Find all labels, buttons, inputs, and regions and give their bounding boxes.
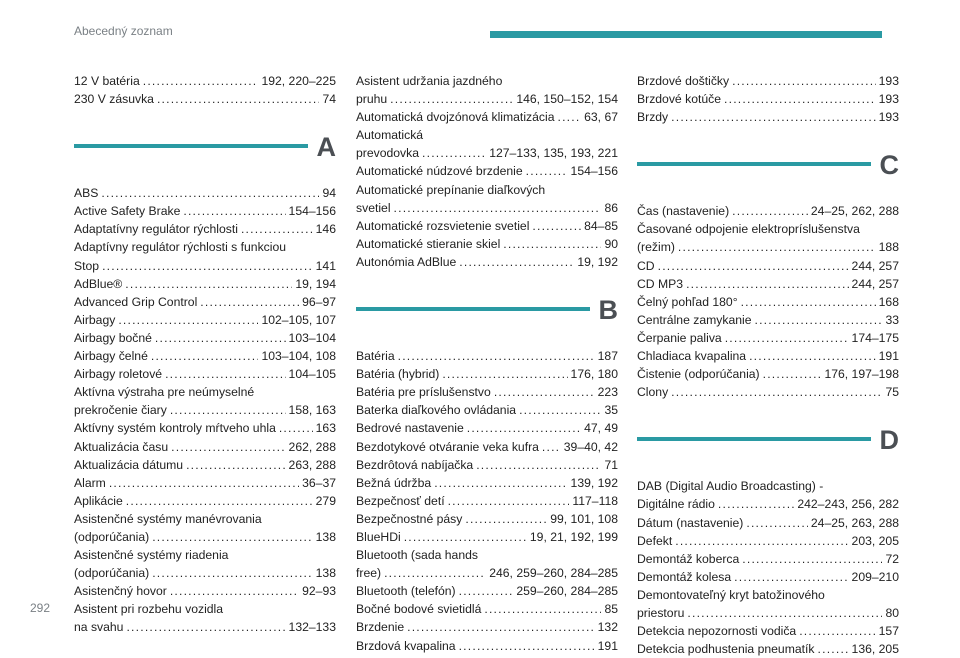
index-entry <box>74 600 336 636</box>
index-entry-term: Čerpanie paliva <box>637 330 722 345</box>
index-entry <box>356 235 618 253</box>
dot-leader <box>718 495 794 513</box>
index-entry-pages[interactable]: 193 <box>878 92 899 107</box>
index-entry-pages[interactable]: 262, 288 <box>288 439 336 454</box>
section-letter: C <box>879 150 899 181</box>
index-entry-pages[interactable]: 24–25, 262, 288 <box>810 204 899 219</box>
index-entry-pages[interactable]: 80 <box>885 605 899 620</box>
index-entry-term: Advanced Grip Control <box>74 294 198 309</box>
index-entry <box>74 474 336 492</box>
index-entry-pages[interactable]: 74 <box>322 92 336 107</box>
index-entry <box>637 383 899 401</box>
index-entry-term: Batéria <box>356 349 395 364</box>
index-entry-pages[interactable]: 63, 67 <box>584 110 618 125</box>
header-accent-bar <box>490 31 882 38</box>
dot-leader <box>459 637 595 655</box>
index-entry <box>356 72 618 108</box>
index-entry-pages[interactable]: 138 <box>315 529 336 544</box>
index-entry-pages[interactable]: 72 <box>885 551 899 566</box>
index-entry-pages[interactable]: 146 <box>315 222 336 237</box>
index-entry-line: Demontovateľný kryt batožinového <box>637 587 825 602</box>
index-entry-term: Digitálne rádio <box>637 497 715 512</box>
index-entry-pages[interactable]: 90 <box>604 236 618 251</box>
section-letter: A <box>316 132 336 163</box>
index-entry <box>356 582 618 600</box>
section-divider <box>356 289 618 347</box>
index-entry-pages[interactable]: 138 <box>315 566 336 581</box>
index-entry <box>74 546 336 582</box>
dot-leader <box>200 293 299 311</box>
index-entry-term: Active Safety Brake <box>74 204 181 219</box>
dot-leader <box>170 401 286 419</box>
index-entry-term: Aktívny systém kontroly mŕtveho uhla <box>74 421 276 436</box>
index-entry-line: Automatické prepínanie diaľkových <box>356 182 546 197</box>
dot-leader <box>118 311 258 329</box>
index-entry-term: Asistenčný hovor <box>74 584 167 599</box>
index-entry <box>356 637 618 655</box>
index-entry-pages[interactable]: 102–105, 107 <box>261 312 336 327</box>
index-entry-term: Brzdové doštičky <box>637 74 730 88</box>
index-entry-term: Centrálne zamykanie <box>637 312 752 327</box>
index-entry <box>356 419 618 437</box>
index-entry-term: Bežná údržba <box>356 475 432 490</box>
index-entry-term: Bezdrôtová nabíjačka <box>356 457 474 472</box>
index-entry-pages[interactable]: 193 <box>878 110 899 125</box>
index-entry-line: Aktívna výstraha pre neúmyselné <box>74 385 255 400</box>
dot-leader <box>519 401 601 419</box>
index-entry-pages[interactable]: 127–133, 135, 193, 221 <box>489 146 618 161</box>
index-entry <box>74 311 336 329</box>
index-entry-pages[interactable]: 259–260, 284–285 <box>516 584 618 599</box>
index-entry-term: Čelný pohľad 180° <box>637 294 738 309</box>
index-entry-pages[interactable]: 96–97 <box>302 294 336 309</box>
dot-leader <box>557 108 581 126</box>
index-entry-term: Airbagy roletové <box>74 367 163 382</box>
section-rule <box>637 437 871 441</box>
dot-leader <box>763 365 822 383</box>
index-entry-pages[interactable]: 19, 21, 192, 199 <box>529 529 618 544</box>
dot-leader <box>157 90 319 108</box>
index-entry-pages[interactable]: 209–210 <box>851 569 899 584</box>
index-entry-pages[interactable]: 191 <box>597 638 618 653</box>
dot-leader <box>101 184 319 202</box>
index-entry <box>356 528 618 546</box>
index-entry-pages[interactable]: 176, 197–198 <box>824 367 899 382</box>
index-entry-term: Clony <box>637 385 669 400</box>
dot-leader <box>742 550 882 568</box>
index-entry <box>356 181 618 217</box>
section-divider <box>74 126 336 184</box>
dot-leader <box>448 492 570 510</box>
index-entry <box>637 622 899 640</box>
index-entry <box>637 275 899 293</box>
index-entry <box>74 238 336 274</box>
dot-leader <box>741 293 876 311</box>
dot-leader <box>390 90 513 108</box>
section-rule <box>637 162 871 166</box>
dot-leader <box>152 564 312 582</box>
index-entry-line: Asistent pri rozbehu vozidla <box>74 602 224 617</box>
dot-leader <box>155 329 286 347</box>
index-entry <box>637 477 899 513</box>
index-entry-pages[interactable]: 191 <box>878 349 899 364</box>
index-entry-pages[interactable]: 163 <box>315 421 336 436</box>
dot-leader <box>186 456 285 474</box>
index-entry <box>356 108 618 126</box>
index-entry-term: Bezpečnosť detí <box>356 493 445 508</box>
index-entry-pages[interactable]: 157 <box>878 624 899 639</box>
index-entry-line: Bluetooth (sada hands <box>356 548 478 563</box>
index-entry <box>74 419 336 437</box>
index-entry <box>356 383 618 401</box>
index-entry-term: priestoru <box>637 605 685 620</box>
index-entry-pages[interactable]: 47, 49 <box>584 421 618 436</box>
dot-leader <box>484 600 601 618</box>
dot-leader <box>459 582 514 600</box>
index-entry-term: Batéria pre príslušenstvo <box>356 385 491 400</box>
index-entry-term: Čistenie (odporúčania) <box>637 367 760 382</box>
index-entry-pages[interactable]: 263, 288 <box>288 457 336 472</box>
index-entry <box>356 474 618 492</box>
dot-leader <box>686 275 848 293</box>
index-entry-term: Bezdotykové otváranie veka kufra <box>356 439 539 454</box>
dot-leader <box>241 220 313 238</box>
dot-leader <box>732 72 876 90</box>
dot-leader <box>434 474 567 492</box>
index-entry-pages[interactable]: 244, 257 <box>851 276 899 291</box>
index-entry-pages[interactable]: 141 <box>315 258 336 273</box>
dot-leader <box>459 253 574 271</box>
index-entry <box>637 550 899 568</box>
index-entry-term: Autonómia AdBlue <box>356 254 457 269</box>
index-entry <box>637 108 899 126</box>
index-entry-term: Chladiaca kvapalina <box>637 349 747 364</box>
index-entry-term: Airbagy <box>74 312 116 327</box>
index-entry <box>637 293 899 311</box>
index-entry-term: Demontáž kolesa <box>637 569 732 584</box>
index-entry <box>74 90 336 108</box>
section-divider <box>637 144 899 202</box>
index-entry-term: Automatické rozsvietenie svetiel <box>356 218 530 233</box>
index-entry <box>356 492 618 510</box>
index-entry <box>74 329 336 347</box>
dot-leader <box>170 582 299 600</box>
index-entry <box>637 220 899 256</box>
dot-leader <box>678 238 876 256</box>
index-entry-term: (odporúčania) <box>74 529 150 544</box>
index-entry-pages[interactable]: 86 <box>604 200 618 215</box>
dot-leader <box>658 257 849 275</box>
index-entry <box>637 329 899 347</box>
index-entry <box>637 311 899 329</box>
index-entry-term: Aplikácie <box>74 493 123 508</box>
index-entry-pages[interactable]: 104–105 <box>288 367 336 382</box>
dot-leader <box>143 72 259 90</box>
dot-leader <box>126 492 313 510</box>
index-entry-pages[interactable]: 84–85 <box>584 218 618 233</box>
index-entry-pages[interactable]: 35 <box>604 403 618 418</box>
dot-leader <box>126 618 285 636</box>
index-entry <box>637 514 899 532</box>
dot-leader <box>171 438 285 456</box>
page-number: 292 <box>30 601 51 615</box>
index-entry <box>637 365 899 383</box>
index-entry-pages[interactable]: 193 <box>878 74 899 88</box>
index-entry-term: Dátum (nastavenie) <box>637 515 744 530</box>
index-entry <box>356 456 618 474</box>
section-letter: D <box>879 425 899 456</box>
index-entry-pages[interactable]: 92–93 <box>302 584 336 599</box>
dot-leader <box>675 532 848 550</box>
index-entry-pages[interactable]: 154–156 <box>570 164 618 179</box>
index-entry <box>356 365 618 383</box>
index-entry-line: Asistenčné systémy manévrovania <box>74 511 262 526</box>
index-entry <box>356 600 618 618</box>
dot-leader <box>494 383 595 401</box>
index-entry <box>356 401 618 419</box>
index-entry-pages[interactable]: 19, 194 <box>295 276 336 291</box>
index-entry-term: BlueHDi <box>356 529 401 544</box>
index-entry-pages[interactable]: 192, 220–225 <box>261 74 336 88</box>
dot-leader <box>724 90 876 108</box>
dot-leader <box>102 257 313 275</box>
index-entry-pages[interactable]: 33 <box>885 312 899 327</box>
index-entry-term: Aktualizácia dátumu <box>74 457 184 472</box>
index-entry-pages[interactable]: 99, 101, 108 <box>550 511 618 526</box>
index-entry-term: Airbagy bočné <box>74 330 152 345</box>
index-entry <box>356 126 618 162</box>
index-entry <box>74 275 336 293</box>
index-entry-line: Asistent udržania jazdného <box>356 74 503 88</box>
dot-leader <box>532 217 581 235</box>
index-entry-pages[interactable]: 94 <box>322 186 336 201</box>
index-entry <box>637 202 899 220</box>
index-entry-term: Airbagy čelné <box>74 349 148 364</box>
index-entry <box>74 492 336 510</box>
index-entry-term: Bezpečnostné pásy <box>356 511 463 526</box>
index-entry-pages[interactable]: 242–243, 256, 282 <box>797 497 899 512</box>
index-entry-term: ABS <box>74 186 99 201</box>
index-entry-pages[interactable]: 36–37 <box>302 475 336 490</box>
index-entry <box>74 220 336 238</box>
index-entry <box>356 438 618 456</box>
dot-leader <box>476 456 601 474</box>
dot-leader <box>152 528 312 546</box>
index-entry <box>356 253 618 271</box>
index-entry-term: svetiel <box>356 200 391 215</box>
index-entry-term: Brzdenie <box>356 620 405 635</box>
dot-leader <box>394 199 602 217</box>
index-entry <box>74 510 336 546</box>
index-entry-term: Adaptatívny regulátor rýchlosti <box>74 222 238 237</box>
dot-leader <box>671 383 882 401</box>
dot-leader <box>404 528 527 546</box>
section-rule <box>356 307 590 311</box>
index-entry <box>356 546 618 582</box>
index-entry-term: free) <box>356 566 382 581</box>
index-entry <box>74 347 336 365</box>
index-entry-term: Detekcia podhustenia pneumatík <box>637 642 815 657</box>
index-entry-line: DAB (Digital Audio Broadcasting) - <box>637 479 824 494</box>
index-entry-term: prevodovka <box>356 146 420 161</box>
section-letter: B <box>598 295 618 326</box>
index-entry-pages[interactable]: 246, 259–260, 284–285 <box>489 566 618 581</box>
index-entry-term: (odporúčania) <box>74 566 150 581</box>
dot-leader <box>749 347 876 365</box>
dot-leader <box>109 474 299 492</box>
index-entry-pages[interactable]: 19, 192 <box>577 254 618 269</box>
index-entry-term: Stop <box>74 258 100 273</box>
dot-leader <box>754 311 882 329</box>
dot-leader <box>526 162 568 180</box>
index-entry-term: CD <box>637 258 655 273</box>
index-entry <box>74 383 336 419</box>
index-entry-term: CD MP3 <box>637 276 684 291</box>
index-entry-pages[interactable]: 139, 192 <box>570 475 618 490</box>
page-header-title: Abecedný zoznam <box>74 24 173 38</box>
index-entry-term: Demontáž koberca <box>637 551 740 566</box>
section-divider <box>637 419 899 477</box>
index-entry-pages[interactable]: 244, 257 <box>851 258 899 273</box>
dot-leader <box>442 365 567 383</box>
index-entry <box>637 257 899 275</box>
index-entry-pages[interactable]: 203, 205 <box>851 533 899 548</box>
index-entry <box>356 162 618 180</box>
index-entry-term: Automatická dvojzónová klimatizácia <box>356 110 555 125</box>
index-entry-term: (režim) <box>637 240 675 255</box>
index-entry-term: 12 V batéria <box>74 74 140 88</box>
section-rule <box>74 144 308 148</box>
index-entry-term: AdBlue® <box>74 276 123 291</box>
index-column-1 <box>74 72 336 637</box>
dot-leader <box>183 202 285 220</box>
index-entry <box>637 90 899 108</box>
dot-leader <box>422 144 486 162</box>
dot-leader <box>671 108 876 126</box>
index-entry <box>74 72 336 90</box>
index-entry <box>637 586 899 622</box>
dot-leader <box>279 419 313 437</box>
index-entry-term: Aktualizácia času <box>74 439 169 454</box>
index-entry-pages[interactable]: 136, 205 <box>851 642 899 657</box>
index-column-3 <box>637 72 899 658</box>
index-entry-pages[interactable]: 154–156 <box>288 204 336 219</box>
dot-leader <box>503 235 601 253</box>
index-entry <box>637 347 899 365</box>
index-entry-term: 230 V zásuvka <box>74 92 154 107</box>
dot-leader <box>384 564 486 582</box>
index-entry <box>637 532 899 550</box>
index-entry <box>356 618 618 636</box>
index-entry-pages[interactable]: 176, 180 <box>570 367 618 382</box>
index-entry <box>356 217 618 235</box>
index-entry-term: Batéria (hybrid) <box>356 367 440 382</box>
dot-leader <box>165 365 285 383</box>
index-entry-pages[interactable]: 187 <box>597 349 618 364</box>
index-entry-pages[interactable]: 174–175 <box>851 330 899 345</box>
index-entry-term: prekročenie čiary <box>74 403 167 418</box>
index-entry-pages[interactable]: 158, 163 <box>288 403 336 418</box>
index-entry-pages[interactable]: 132–133 <box>288 620 336 635</box>
index-entry-term: Brzdové kotúče <box>637 92 722 107</box>
dot-leader <box>687 604 882 622</box>
index-entry-term: Baterka diaľkového ovládania <box>356 403 517 418</box>
index-entry <box>637 72 899 90</box>
index-entry <box>74 365 336 383</box>
index-entry <box>74 438 336 456</box>
dot-leader <box>746 514 808 532</box>
index-entry-pages[interactable]: 24–25, 263, 288 <box>810 515 899 530</box>
index-entry-term: Defekt <box>637 533 673 548</box>
index-entry-term: Bedrové nastavenie <box>356 421 464 436</box>
dot-leader <box>465 510 547 528</box>
index-entry <box>637 640 899 658</box>
index-entry <box>356 510 618 528</box>
index-entry <box>74 582 336 600</box>
index-entry-line: Adaptívny regulátor rýchlosti s funkciou <box>74 240 287 255</box>
index-entry-pages[interactable]: 85 <box>604 602 618 617</box>
index-entry-term: Bočné bodové svietidlá <box>356 602 482 617</box>
index-entry-pages[interactable]: 117–118 <box>572 493 618 508</box>
index-entry-pages[interactable]: 103–104, 108 <box>261 349 336 364</box>
index-entry-term: Brzdová kvapalina <box>356 638 456 653</box>
index-entry-term: Brzdy <box>637 110 669 125</box>
dot-leader <box>125 275 292 293</box>
index-entry <box>637 568 899 586</box>
index-entry-pages[interactable]: 75 <box>885 385 899 400</box>
index-entry-pages[interactable]: 168 <box>878 294 899 309</box>
dot-leader <box>407 618 595 636</box>
dot-leader <box>398 347 595 365</box>
index-entry <box>74 184 336 202</box>
dot-leader <box>467 419 581 437</box>
index-entry-line: Asistenčné systémy riadenia <box>74 548 229 563</box>
dot-leader <box>542 438 561 456</box>
index-entry <box>74 202 336 220</box>
dot-leader <box>799 622 875 640</box>
dot-leader <box>725 329 849 347</box>
dot-leader <box>732 202 808 220</box>
index-entry-pages[interactable]: 39–40, 42 <box>563 439 618 454</box>
index-entry-term: na svahu <box>74 620 124 635</box>
index-entry-pages[interactable]: 279 <box>315 493 336 508</box>
index-entry-line: Automatická <box>356 128 424 143</box>
index-column-2 <box>356 72 618 655</box>
index-entry-term: Alarm <box>74 475 106 490</box>
index-entry-term: Detekcia nepozornosti vodiča <box>637 624 797 639</box>
index-entry-term: pruhu <box>356 92 388 107</box>
index-entry-term: Automatické núdzové brzdenie <box>356 164 523 179</box>
index-entry-term: Čas (nastavenie) <box>637 204 730 219</box>
index-entry-pages[interactable]: 103–104 <box>288 330 336 345</box>
dot-leader <box>734 568 848 586</box>
index-entry-pages[interactable]: 132 <box>597 620 618 635</box>
index-entry <box>74 456 336 474</box>
index-entry-term: Automatické stieranie skiel <box>356 236 501 251</box>
index-entry-term: Bluetooth (telefón) <box>356 584 456 599</box>
index-entry <box>74 293 336 311</box>
index-entry-pages[interactable]: 71 <box>604 457 618 472</box>
dot-leader <box>818 640 849 658</box>
index-entry <box>356 347 618 365</box>
dot-leader <box>151 347 259 365</box>
index-entry-pages[interactable]: 188 <box>878 240 899 255</box>
index-entry-line: Časované odpojenie elektropríslušenstva <box>637 222 860 237</box>
index-entry-pages[interactable]: 223 <box>597 385 618 400</box>
index-entry-pages[interactable]: 146, 150–152, 154 <box>516 92 618 107</box>
